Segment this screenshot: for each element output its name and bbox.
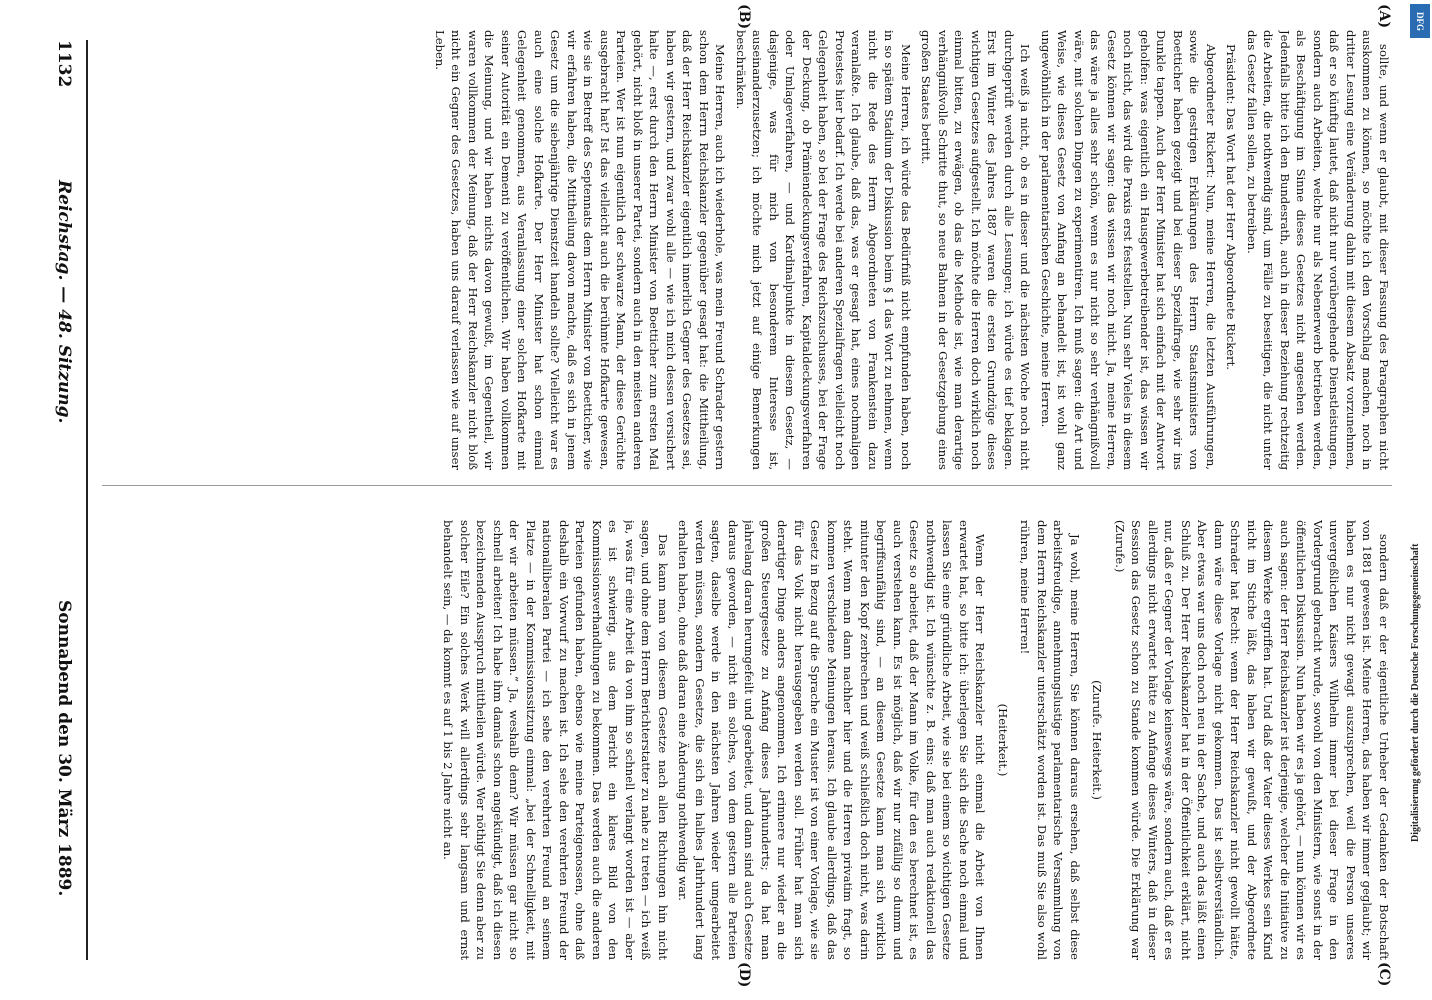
margin-mark-d: (D) — [736, 962, 752, 988]
sitting-date: Sonnabend den 30. März 1889. — [54, 600, 74, 897]
paragraph: Wenn der Herr Reichskanzler nicht einmal die Arbeit von Ihnen erwartet hat, so bitte ich: überlegen Sie sich die Sache noch einmal und lassen Sie eine gründliche Arbeit, wie sie bei einem so wichtigen Gesetze nothwendig ist. Ich wünschte z. B. eins: daß man auch redaktionell das Gesetz so arbeitet, daß der Mann im Volke, für den es berechnet ist, es auch verstehen kann. Es ist möglich, daß wir nur zufällig so dumm und begriffsunfähig sind, — an diesem Gesetze kann man sich wirklich mitunter den Kopf zerbrechen und weiß schließlich doch nicht, was darin steht. Wenn man dann nachher hier und die Herren privatim fragt, so kommen verschiedene Meinungen heraus. Ich glaube allerdings, daß das Gesetz in Bezug auf die Sprache ein Muster ist von einer Vorlage, wie sie für das Volk nicht herausgegeben werden soll. Früher hat man sich derartiger Dinge anders angenommen. Ich erinnere nur wieder an die großen Steuergesetze zu Anfang dieses Jahrhunderts; da hat man jahrelang daran herumgefeilt und gearbeitet, und dann sind auch Gesetze daraus geworden, — nicht ein solches, von dem gestern alle Parteien sagten, daselbe werde in den nächsten Jahren wieder umgearbeitet werden müssen, sondern Gesetze, die sich ein halbes Jahrhundert lang erhalten haben, ohne daß daran eine Änderung nothwendig war. — [676, 520, 988, 960]
left-column — [102, 30, 1392, 470]
paragraph: Ich weiß ja nicht, ob es in dieser und die nächsten Woche noch nicht durchgeprüft werden durch alle Lesungen; ich würde es tief beklagen. Erst im Winter des Jahres 1887 waren die ersten Grundzüge dieses wichtigen Gesetzes aufgestellt. Ich möchte die Herren doch wirklich noch einmal bitten, zu erwägen, ob das die Methode ist, wie man derartige verhängnißvolle Schritte thut, so neue Bahnen in der Gesetzgebung eines großen Staates betritt. — [919, 30, 1033, 470]
right-column — [102, 520, 1392, 960]
digitization-credit: Digitalisierung gefördert durch die Deutsche Forschungsgemeinschaft — [1410, 543, 1421, 842]
paragraph: Meine Herren, ich würde das Bedürfniß nicht empfunden haben, noch in so spätem Stadium der Diskussion beim § 1 das Wort zu nehmen, wenn nicht die Rede des Herrn Abgeordneten von Frankenstein dazu veranlaßte. Ich glaube, daß das, was er gesagt hat, eines nochmaligen Protestes hier bedarf. Ich werde bei anderen Spezialfragen vielleicht noch Gelegenheit haben, so bei der Frage des Reichszuschusses, bei der Frage der Deckung, ob Prämiendeckungsverfahren, Kapitaldeckungsverfahren oder Umlageverfahren, — und Kardinalpunkte in diesem Gesetz, — dasjenige, was für mich von besonderem Interesse ist, auseinanderzusetzen; ich möchte mich jetzt auf einige Bemerkungen beschränken. — [734, 30, 913, 470]
margin-mark-b: (B) — [736, 4, 752, 30]
margin-mark-a: (A) — [1376, 4, 1392, 29]
paragraph: Das kann man von diesem Gesetze nach allen Richtungen hin nicht sagen, und ohne dem Herrn Berichterstatter zu nahe zu treten — ich weiß ja, was für eine Arbeit da von ihm so schnell verlangt worden ist — aber es ist schwierig, aus dem Bericht ein klares Bild von den Kommissionsverhandlungen zu bekommen. Das werden auch die anderen Parteien gefunden haben, ebenso wie meine Parteigenossen, ohne daß deshalb ein Vorwurf zu machen ist. Ich sehe den verehrten Freund der nationalliberalen Partei — ich sehe den verehrten Freund an seinem Platze — in der Kommissionssitzung einmal: „bei der Schnelligkeit, mit der wir arbeiten müssen.“ Ja, weshalb denn? Wir müssen gar nicht so schnell arbeiten! Ich habe ihm damals schon angekündigt, daß ich diesen bezeichnenden Ausspruch mittheilen würde. Wer nöthigt Sie denn aber zu solcher Eile? Ein solches Werk will allerdings sehr langsam und ernst behandelt sein, — da kommt es auf 1 bis 2 Jahre nicht an. — [441, 520, 670, 960]
interjection: (Zurufe. Heiterkeit.) — [1090, 680, 1105, 800]
margin-mark-c: (C) — [1376, 962, 1392, 987]
paragraph: Präsident: Das Wort hat der Herr Abgeordnete Rickert. — [1224, 44, 1239, 370]
paragraph: sondern daß er der eigentliche Urheber der Gedanken der Botschaft von 1881 gewesen ist. Meine Herren, das haben wir immer geglaubt; wir haben es nur nicht gewagt auszusprechen, weil die Person unseres unvergeßlichen Kaisers Wilhelm immer bei dieser Frage in den Vordergrund gebracht wurde, sowohl von den Ministern, wie sonst in der öffentlichen Diskussion. Nun haben wir es ja gehört, — nun können wir es auch sagen: der Herr Reichskanzler ist derjenige, welcher die Initiative zu diesem Werke ergriffen hat. Und daß der Vater dieses Werkes sein Kind nicht im Stiche läßt, das haben wir gewußt, und der Abgeordnete Schrader hat Recht: wenn der Herr Reichskanzler nicht gewollt hätte, dann wäre diese Vorlage nicht gekommen. Das ist selbstverständlich. Aber etwas war uns doch noch neu in der Sache, und auch das läßt einen Schluß zu. Der Herr Reichskanzler hat in der Öffentlichkeit erklärt, nicht nur, daß er Gegner der Vorlage keineswegs wäre, sondern auch, daß er es allerdings nicht erwartet hätte zu Anfange dieses Winters, daß in dieser Session das Gesetz schon zu Stande kommen würde. Die Erklärung war (Zurufe.) — [1113, 520, 1391, 960]
paragraph: Meine Herren, auch ich wiederhole, was mein Freund Schrader gestern schon dem Herrn Reichskanzler gegenüber gesagt hat: die Mittheilung, daß der Herr Reichskanzler eigentlich innerlich Gegner des Gesetzes sei, haben wir gestern, und zwar wohl alle — wie ich mich dessen versichert halte —, erst durch den Herrn Minister von Boetticher zum ersten Mal gehört, nicht bloß in unserer Partei, sondern auch in den meisten anderen Parteien. Wer ist nun eigentlich der schwarze Mann, der diese Gerüchte ausgebracht hat? Ist das vielleicht auch die berühmte Hofkarte gewesen, wie sie in Betreff des Septennats dem Herrn Minister von Boetticher, wie wir erfahren haben, die Mittheilung davon machte, daß es sich in jenem Gesetz um die siebenjährige Dienstzeit handeln sollte? Vielleicht war es auch eine solche Hofkarte. Der Herr Minister hat schon einmal Gelegenheit genommen, aus Veranlassung einer solchen Hofkarte mit seiner Autorität ein Dementi zu veröffentlichen. Wir haben vollkommen die Meinung, und wir haben nichts davon gewußt, im Gegentheil, wir waren vollkommen der Meinung, daß der Herr Reichskanzler nicht bloß nicht ein Gegner des Gesetzes, haben uns darauf verlassen wie auf unser Leben. — [433, 30, 728, 470]
sitting-title: Reichstag. — 48. Sitzung. — [54, 180, 74, 424]
interjection: (Heiterkeit.) — [996, 703, 1010, 777]
page-number: 1132 — [54, 40, 74, 88]
header-rule — [86, 40, 88, 960]
column-divider — [102, 485, 1392, 486]
dfg-logo: DFG — [1410, 4, 1430, 38]
paragraph: sollte, und wenn er glaubt, mit dieser Fassung des Paragraphen nicht auskommen zu können, so möchte ich den Vorschlag machen, noch in dritter Lesung eine Veränderung dahin mit diesem Absatz vorzunehmen, daß er so künftig lautet, daß nicht nur vorübergehende Dienstleistungen, sondern auch Arbeiten, welche nur als Nebenerwerb betrieben werden, als Beschäftigung im Sinne dieses Gesetzes nicht angesehen werden. Jedenfalls bitte ich den Bundesrath, auch in dieser Beziehung rechtzeitig die Arbeiten, die nothwendig sind, um Fälle zu beseitigen, die nicht unter das Gesetz fallen sollen, zu betreiben. — [1245, 30, 1391, 470]
paragraph: Ja wohl, meine Herren, Sie können daraus ersehen, daß selbst diese arbeitsfreudige, annehmungslustige parlamentarische Versammlung von dem Herrn Reichskanzler unterschätzt worden ist. Das muß Sie also wohl rühren, meine Herren! — [1018, 520, 1082, 960]
page-header — [42, 40, 82, 960]
paragraph: Abgeordneter Rickert: Nun, meine Herren, die letzten Ausführungen, sowie die gestrigen Erklärungen des Herrn Staatsministers von Boetticher haben gezeigt und bei dieser Spezialfrage, wie sehr wir ins Dunkle tappen. Auch der Herr Minister hat sich einfach mit der Antwort geholfen: was eigentlich ein Hausgewerbetreibender ist, das wissen wir noch nicht, das wird die Praxis erst feststellen. Nun sehr Vieles in diesem Gesetz können wir sagen: das wissen wir noch nicht. Ja, meine Herren, das wäre ja alles sehr schön, wenn es nur nicht so sehr verhängnißvoll wäre, mit solchen Dingen zu experimentiren. Ich muß sagen: die Art und Weise, wie dieses Gesetz von Anfang an behandelt ist, ist wohl ganz ungewöhnlich in der parlamentarischen Geschichte, meine Herren. — [1039, 30, 1218, 470]
